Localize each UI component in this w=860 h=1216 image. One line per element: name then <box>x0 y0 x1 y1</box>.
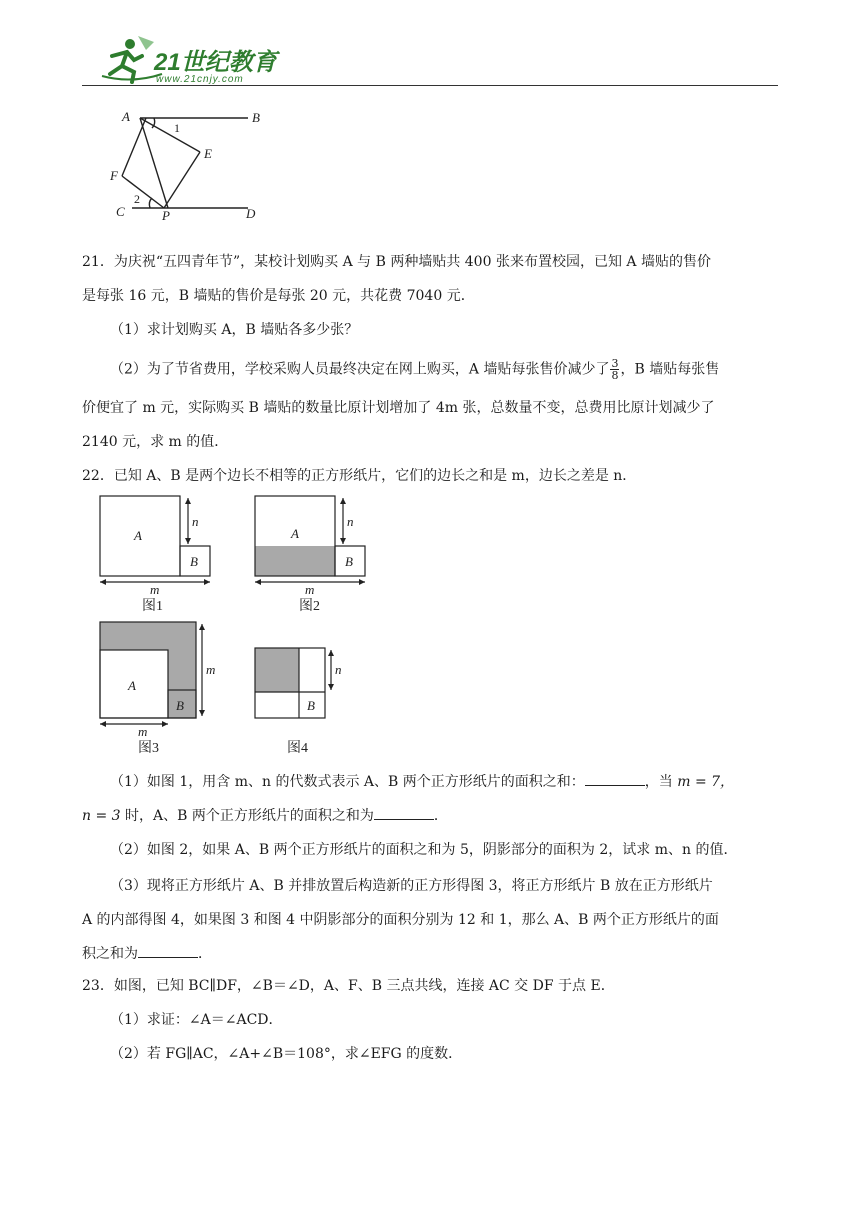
shaded-region <box>255 546 335 576</box>
q22-part2: （2）如图 2，如果 A、B 两个正方形纸片的面积之和为 5，阴影部分的面积为 2，试求 m、n 的值． <box>110 842 738 858</box>
fig4-label-n: n <box>335 662 342 677</box>
geometry-lines <box>122 118 248 208</box>
shaded-region <box>255 648 299 692</box>
logo-main: 21世纪教育 <box>154 49 277 76</box>
fig2-label-A: A <box>291 526 299 541</box>
answer-blank-1[interactable] <box>585 772 645 786</box>
q23-line1: 23．如图，已知 BC∥DF，∠B＝∠D，A、F、B 三点共线，连接 AC 交 DF 于点 E． <box>82 978 615 994</box>
figure-4 <box>251 644 361 756</box>
fig1-label-B: B <box>190 554 198 569</box>
q21-part2-line2: 价便宜了 m 元，实际购买 B 墙贴的数量比原计划增加了 4m 张，总数量不变，总费用比原计划减少了 <box>82 400 715 416</box>
label-P: P <box>162 208 170 223</box>
fig1-label-A: A <box>134 528 142 543</box>
fig3-label-m: m <box>138 724 148 739</box>
figure-1 <box>96 492 226 622</box>
q21-line2: 是每张 16 元，B 墙贴的售价是每张 20 元，共花费 7040 元． <box>82 288 475 304</box>
q21-line1: 21．为庆祝“五四青年节”，某校计划购买 A 与 B 两种墙贴共 400 张来布置校园，已知 A 墙贴的售价 <box>82 254 711 270</box>
fig3-label-m-vertical: m <box>206 662 216 677</box>
q22-part1-line2: n = 3 时，A、B 两个正方形纸片的面积之和为 ． <box>82 808 448 824</box>
q21-part2-line1: （2）为了节省费用，学校采购人员最终决定在网上购买，A 墙贴每张售价减少了 $\frac{3}{8}$ ，B 墙贴每张售 <box>110 357 720 382</box>
label-A: A <box>122 109 130 124</box>
angle-label-2: 2 <box>134 192 140 206</box>
fig1-label-n: n <box>192 514 199 529</box>
figure-3 <box>96 618 226 758</box>
label-D: D <box>246 206 256 221</box>
page-header <box>82 30 778 88</box>
label-E: E <box>204 146 212 161</box>
q22-part3-line3: 积之和为 ． <box>82 946 212 962</box>
caption-fig3: 图3 <box>138 741 159 756</box>
q22-part1-line1: （1）如图 1，用含 m、n 的代数式表示 A、B 两个正方形纸片的面积之和： ，当 m = 7， <box>110 774 735 790</box>
logo-sub: www.21cnjy.com <box>156 74 244 85</box>
angle-label-1: 1 <box>174 121 180 135</box>
fig3-label-B: B <box>176 698 184 713</box>
label-F: F <box>110 168 118 183</box>
answer-blank-3[interactable] <box>138 944 198 958</box>
q21-part2-line3: 2140 元，求 m 的值． <box>82 434 229 450</box>
q22-part3-line1: （3）现将正方形纸片 A、B 并排放置后构造新的正方形得图 3，将正方形纸片 B 放在正方形纸片 <box>110 878 713 894</box>
fig4-label-B: B <box>307 698 315 713</box>
q22-part3-line2: A 的内部得图 4，如果图 3 和图 4 中阴影部分的面积分别为 12 和 1，那么 A、B 两个正方形纸片的面 <box>82 912 719 928</box>
caption-fig2: 图2 <box>299 599 320 614</box>
fig2-label-B: B <box>345 554 353 569</box>
q22-line1: 22．已知 A、B 是两个边长不相等的正方形纸片，它们的边长之和是 m，边长之差是 n． <box>82 468 637 484</box>
answer-blank-2[interactable] <box>374 806 434 820</box>
runner-icon <box>102 36 162 82</box>
label-B: B <box>252 110 260 125</box>
label-C: C <box>116 204 125 219</box>
q23-part1: （1）求证：∠A＝∠ACD． <box>110 1012 283 1028</box>
q21-part1: （1）求计划购买 A，B 墙贴各多少张？ <box>110 322 359 338</box>
fig1-label-m: m <box>150 582 160 597</box>
q23-part2: （2）若 FG∥AC，∠A+∠B＝108°，求∠EFG 的度数． <box>110 1046 463 1062</box>
figure-2 <box>251 492 381 622</box>
header-divider <box>82 85 778 86</box>
caption-fig1: 图1 <box>142 599 163 614</box>
caption-fig4: 图4 <box>287 741 308 756</box>
fig3-label-A: A <box>128 678 136 693</box>
fig2-label-m: m <box>305 582 315 597</box>
logo <box>82 30 282 88</box>
fraction-3-8: $\frac{3}{8}$ <box>611 357 619 382</box>
fig2-label-n: n <box>347 514 354 529</box>
figure-q20 <box>108 106 268 224</box>
